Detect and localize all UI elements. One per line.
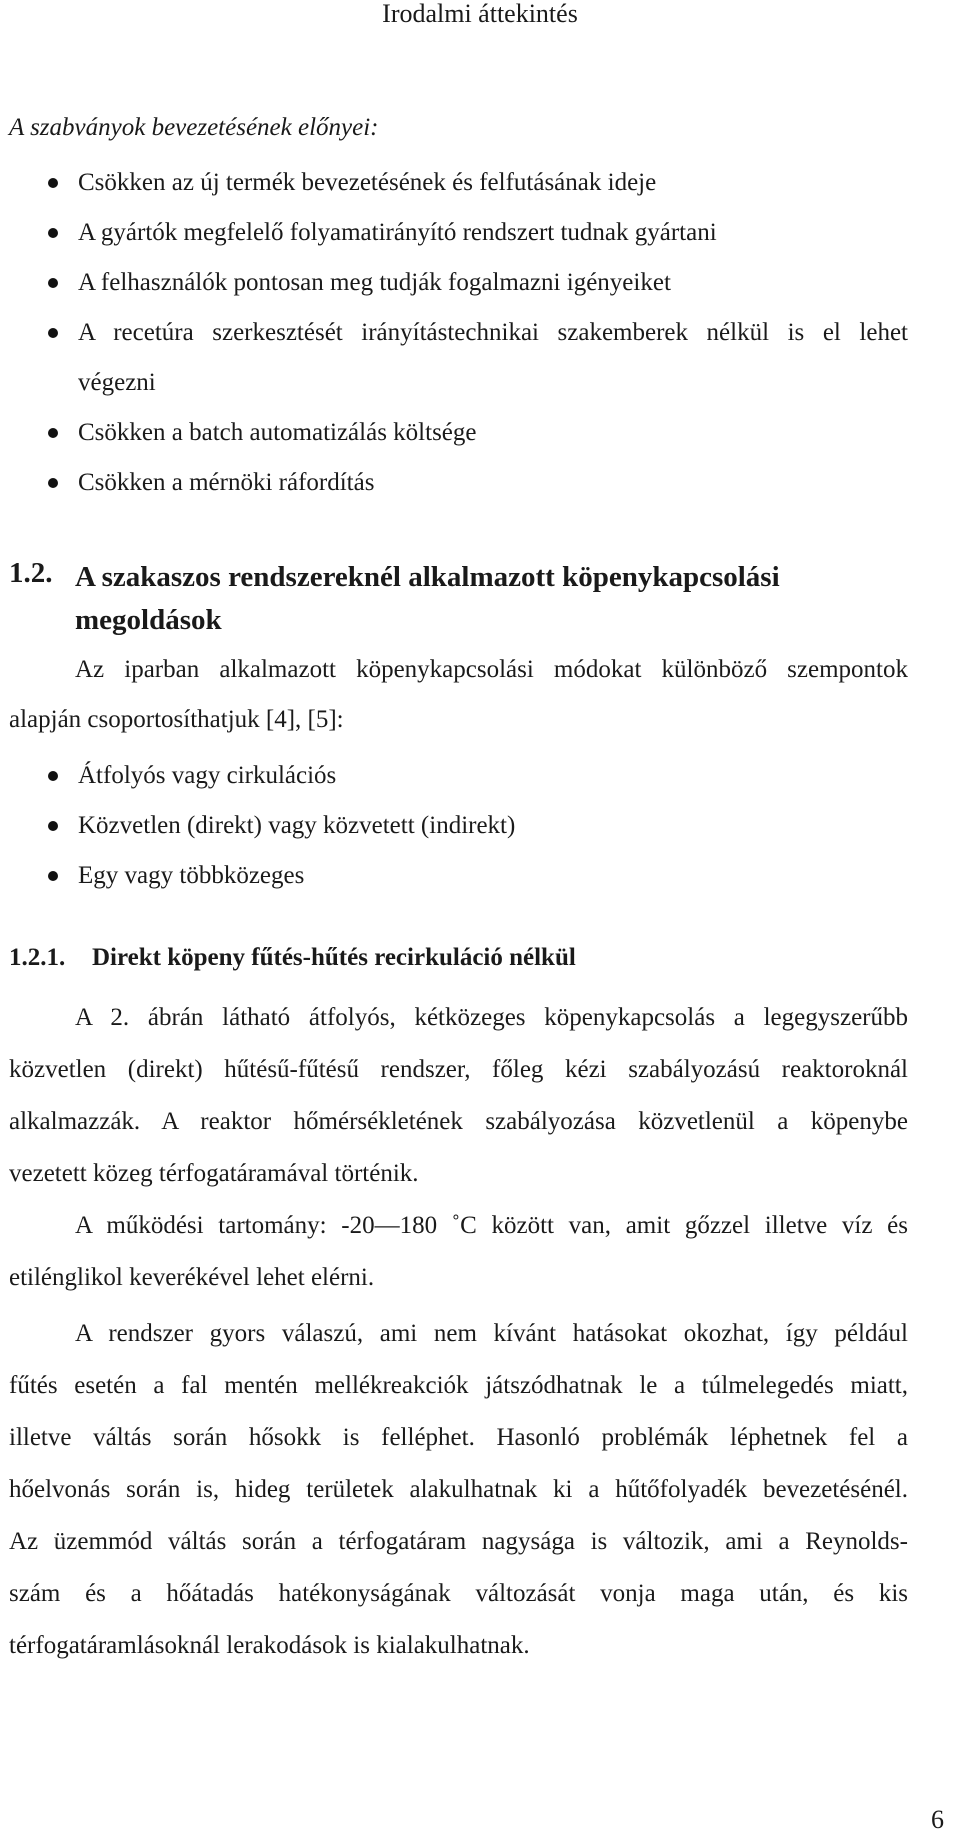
section-list-item: Átfolyós vagy cirkulációs: [78, 762, 337, 789]
advantage-item: Csökken a mérnöki ráfordítás: [78, 469, 375, 496]
paragraph-line: térfogatáramlásoknál lerakodások is kialakulhatnak.: [9, 1632, 530, 1659]
advantage-item: A felhasználók pontosan meg tudják fogalmazni igényeiket: [78, 269, 671, 296]
advantage-item: Csökken a batch automatizálás költsége: [78, 419, 477, 446]
paragraph-line: hőelvonás során is, hideg területek alakulhatnak ki a hűtőfolyadék bevezetésénél.: [9, 1476, 908, 1503]
paragraph-line: vezetett közeg térfogatáramával történik.: [9, 1160, 419, 1187]
section-title: A szakaszos rendszereknél alkalmazott köpenykapcsolási megoldások: [75, 561, 780, 636]
section-intro-line: Az iparban alkalmazott köpenykapcsolási módokat különböző szempontok: [75, 656, 908, 683]
subsection-title: Direkt köpeny fűtés-hűtés recirkuláció nélkül: [92, 944, 576, 971]
paragraph-line: A rendszer gyors válaszú, ami nem kívánt hatásokat okozhat, így például: [75, 1320, 908, 1347]
paragraph-line: közvetlen (direkt) hűtésű-fűtésű rendszer, főleg kézi szabályozású reaktoroknál: [9, 1056, 908, 1083]
paragraph-line: A 2. ábrán látható átfolyós, kétközeges köpenykapcsolás a legegyszerűbb: [75, 1004, 908, 1031]
paragraph-line: fűtés esetén a fal mentén mellékreakciók játszódhatnak le a túlmelegedés miatt,: [9, 1372, 908, 1399]
advantage-item-continuation: végezni: [78, 369, 156, 396]
advantage-item: A recetúra szerkesztését irányítástechnikai szakemberek nélkül is el lehet: [78, 319, 908, 346]
advantage-item: A gyártók megfelelő folyamatirányító rendszert tudnak gyártani: [78, 219, 717, 246]
paragraph-line: etilénglikol keverékével lehet elérni.: [9, 1264, 375, 1291]
running-header: Irodalmi áttekintés: [382, 0, 578, 28]
bullet-icon: [48, 278, 58, 288]
section-list-item: Egy vagy többközeges: [78, 862, 305, 889]
bullet-icon: [48, 771, 58, 781]
paragraph-line: A működési tartomány: -20—180 ˚C között van, amit gőzzel illetve víz és: [75, 1212, 908, 1239]
section-intro-line: alapján csoportosíthatjuk [4], [5]:: [9, 706, 344, 733]
section-number: 1.2.: [9, 557, 53, 589]
bullet-icon: [48, 328, 58, 338]
page-number: 6: [931, 1805, 944, 1834]
paragraph-line: Az üzemmód váltás során a térfogatáram nagysága is változik, ami a Reynolds-: [9, 1528, 908, 1555]
bullet-icon: [48, 871, 58, 881]
bullet-icon: [48, 178, 58, 188]
paragraph-line: szám és a hőátadás hatékonyságának változását vonja maga után, és kis: [9, 1580, 908, 1607]
advantages-heading: A szabványok bevezetésének előnyei:: [9, 114, 379, 141]
subsection-number: 1.2.1.: [9, 944, 66, 971]
section-list-item: Közvetlen (direkt) vagy közvetett (indirekt): [78, 812, 516, 839]
bullet-icon: [48, 228, 58, 238]
paragraph-line: illetve váltás során hősokk is felléphet. Hasonló problémák léphetnek fel a: [9, 1424, 908, 1451]
advantage-item: Csökken az új termék bevezetésének és felfutásának ideje: [78, 169, 657, 196]
bullet-icon: [48, 428, 58, 438]
bullet-icon: [48, 478, 58, 488]
paragraph-line: alkalmazzák. A reaktor hőmérsékletének szabályozása közvetlenül a köpenybe: [9, 1108, 908, 1135]
bullet-icon: [48, 821, 58, 831]
